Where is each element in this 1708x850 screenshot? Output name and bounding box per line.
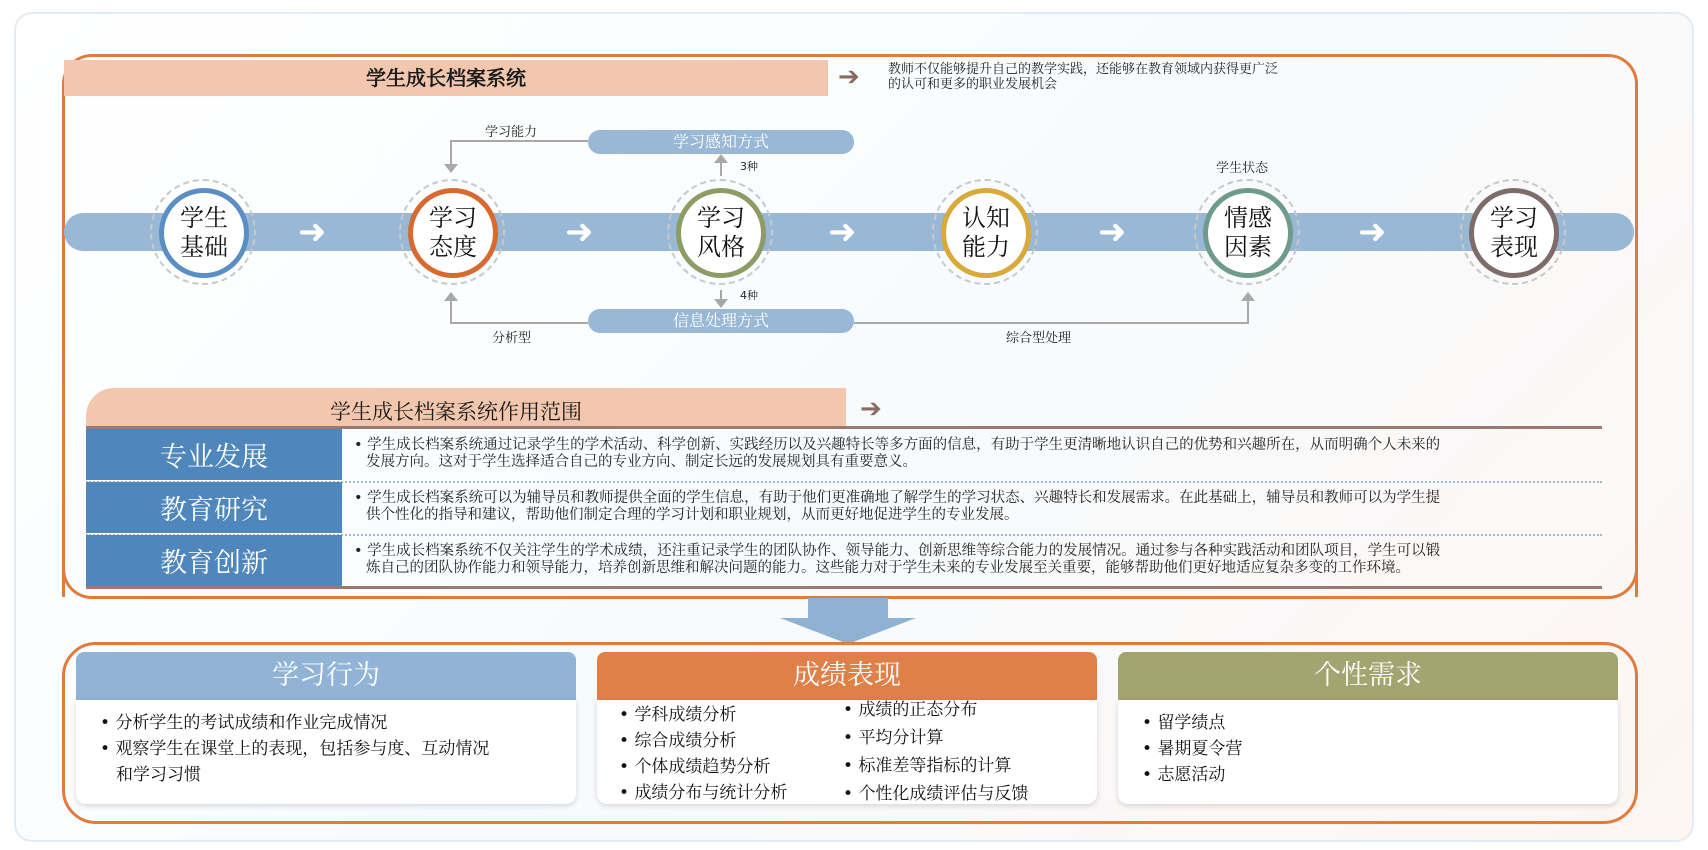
list-item: • 成绩的正态分布 (843, 696, 1028, 724)
information-processing-label: 信息处理方式 (672, 311, 769, 330)
flow-node (408, 188, 498, 278)
list-item: • 综合成绩分析 (619, 728, 787, 754)
scope-row-text (354, 437, 1599, 471)
list-item: • 分析学生的考试成绩和作业完成情况 (100, 710, 576, 736)
scope-row-text-line1: • 学生成长档案系统不仅关注学生的学术成绩，还注重记录学生的团队协作、领导能力、创新思维等综合能力的发展情况。通过参与各种实践活动和团队项目，学生可以锻 (354, 543, 1441, 559)
connector-line (854, 322, 1249, 324)
list-item: • 个性化成绩评估与反馈 (843, 780, 1028, 808)
down-arrow-icon (780, 598, 916, 644)
connector-line (450, 322, 588, 324)
flow-node-label-line1: 学生 (180, 204, 228, 232)
learning-behavior-title: 学习行为 (272, 660, 380, 691)
grade-performance-box (597, 652, 1097, 808)
list-item-continuation: 和学习习惯 (116, 765, 201, 785)
flow-node (159, 188, 249, 278)
flow-node-label-line2: 风格 (697, 233, 745, 261)
connector-line (450, 298, 452, 324)
list-item: • 成绩分布与统计分析 (619, 780, 787, 806)
individual-needs-title: 个性需求 (1314, 660, 1422, 691)
flow-arrow-icon: ➜ (828, 212, 857, 252)
grade-list-left (619, 702, 787, 806)
flow-node-label-line2: 能力 (962, 233, 1010, 261)
flow-arrow-icon: ➜ (298, 212, 327, 252)
list-item: • 志愿活动 (1142, 762, 1618, 788)
connector-line (450, 140, 588, 142)
scope-row-label: 教育研究 (86, 482, 342, 533)
flow-node-label (1490, 204, 1538, 262)
flow-node-label (697, 204, 745, 262)
list-item: • 观察学生在课堂上的表现，包括参与度、互动情况 (100, 736, 576, 762)
flow-node-label-line1: 学习 (429, 204, 477, 232)
flow-arrow-icon: ➜ (1098, 212, 1127, 252)
scope-row-text-line2: 发展方向。这对于学生选择适合自己的专业方向、制定长远的发展规划具有重要意义。 (366, 454, 917, 470)
flow-node-label-line1: 情感 (1224, 204, 1272, 232)
arrow-right-icon: ➔ (860, 394, 882, 424)
list-item: • 暑期夏令营 (1142, 736, 1618, 762)
list-item: • 个体成绩趋势分析 (619, 754, 787, 780)
analytic-label: 分析型 (492, 331, 532, 346)
information-processing-pill (588, 309, 854, 333)
learning-behavior-header (76, 652, 576, 700)
flow-node-label-line2: 因素 (1224, 233, 1272, 261)
list-item: • 平均分计算 (843, 724, 1028, 752)
system-title-bar (64, 60, 828, 96)
perception-mode-label: 学习感知方式 (672, 132, 769, 151)
arrow-up-icon (714, 154, 728, 163)
flow-node (676, 188, 766, 278)
flow-node-label (180, 204, 228, 262)
flow-node-label (962, 204, 1010, 262)
three-kinds-label: 3种 (740, 160, 758, 173)
learning-behavior-body (76, 700, 576, 804)
scope-row-text-line2: 供个性化的指导和建议，帮助他们制定合理的学习计划和职业规划，从而更好地促进学生的专业发展。 (366, 507, 1019, 523)
flow-node-label (1224, 204, 1272, 262)
scope-title: 学生成长档案系统作用范围 (330, 400, 582, 424)
scope-row-label: 教育创新 (86, 535, 342, 586)
teacher-note-line1: 教师不仅能够提升自己的教学实践，还能够在教育领域内获得更广泛 (888, 62, 1279, 77)
system-title: 学生成长档案系统 (366, 66, 526, 90)
scope-row-text-line1: • 学生成长档案系统可以为辅导员和教师提供全面的学生信息，有助于他们更准确地了解学生的学习状态、兴趣特长和发展需求。在此基础上，辅导员和教师可以为学生提 (354, 490, 1441, 506)
individual-needs-box (1118, 652, 1618, 808)
flow-node (1203, 188, 1293, 278)
arrow-down-icon (444, 164, 458, 173)
top-section-bracket-bottom (62, 556, 1638, 599)
integrated-processing-label: 综合型处理 (1006, 331, 1072, 346)
flow-node-label-line1: 认知 (962, 204, 1010, 232)
flow-node (941, 188, 1031, 278)
scope-row-text (354, 490, 1599, 524)
grade-performance-header (597, 652, 1097, 700)
flow-node-label (429, 204, 477, 262)
individual-needs-body (1118, 700, 1618, 804)
individual-needs-header (1118, 652, 1618, 700)
flow-node (1469, 188, 1559, 278)
connector-line (1247, 298, 1249, 324)
grade-list-right (843, 696, 1028, 808)
student-state-label: 学生状态 (1216, 161, 1269, 176)
perception-mode-pill (588, 130, 854, 154)
scope-row-text-line1: • 学生成长档案系统通过记录学生的学术活动、科学创新、实践经历以及兴趣特长等多方面的信息，有助于学生更清晰地认识自己的优势和兴趣所在，从而明确个人未来的 (354, 437, 1441, 453)
list-item: • 学科成绩分析 (619, 702, 787, 728)
list-item: • 标准差等指标的计算 (843, 752, 1028, 780)
teacher-note-line2: 的认可和更多的职业发展机会 (888, 77, 1058, 92)
flow-arrow-icon: ➜ (1358, 212, 1387, 252)
flow-node-label-line1: 学习 (697, 204, 745, 232)
four-kinds-label: 4种 (740, 289, 758, 302)
learning-behavior-box (76, 652, 576, 808)
learning-ability-label: 学习能力 (485, 125, 538, 140)
grade-performance-title: 成绩表现 (793, 660, 901, 691)
flow-node-label-line2: 基础 (180, 233, 228, 261)
arrow-down-icon (714, 299, 728, 308)
scope-row-label: 专业发展 (86, 429, 342, 480)
flow-node-label-line1: 学习 (1490, 204, 1538, 232)
arrow-right-icon: ➔ (838, 62, 860, 92)
scope-row-text-line2: 炼自己的团队协作能力和领导能力，培养创新思维和解决问题的能力。这些能力对于学生未来的专业发展至关重要，能够帮助他们更好地适应复杂多变的工作环境。 (366, 560, 1410, 576)
flow-arrow-icon: ➜ (565, 212, 594, 252)
flow-node-label-line2: 表现 (1490, 233, 1538, 261)
flow-node-label-line2: 态度 (429, 233, 477, 261)
teacher-note (888, 62, 1358, 92)
arrow-up-icon (444, 292, 458, 301)
grade-performance-body (597, 700, 1097, 804)
list-item: • 留学绩点 (1142, 710, 1618, 736)
arrow-up-icon (1241, 292, 1255, 301)
